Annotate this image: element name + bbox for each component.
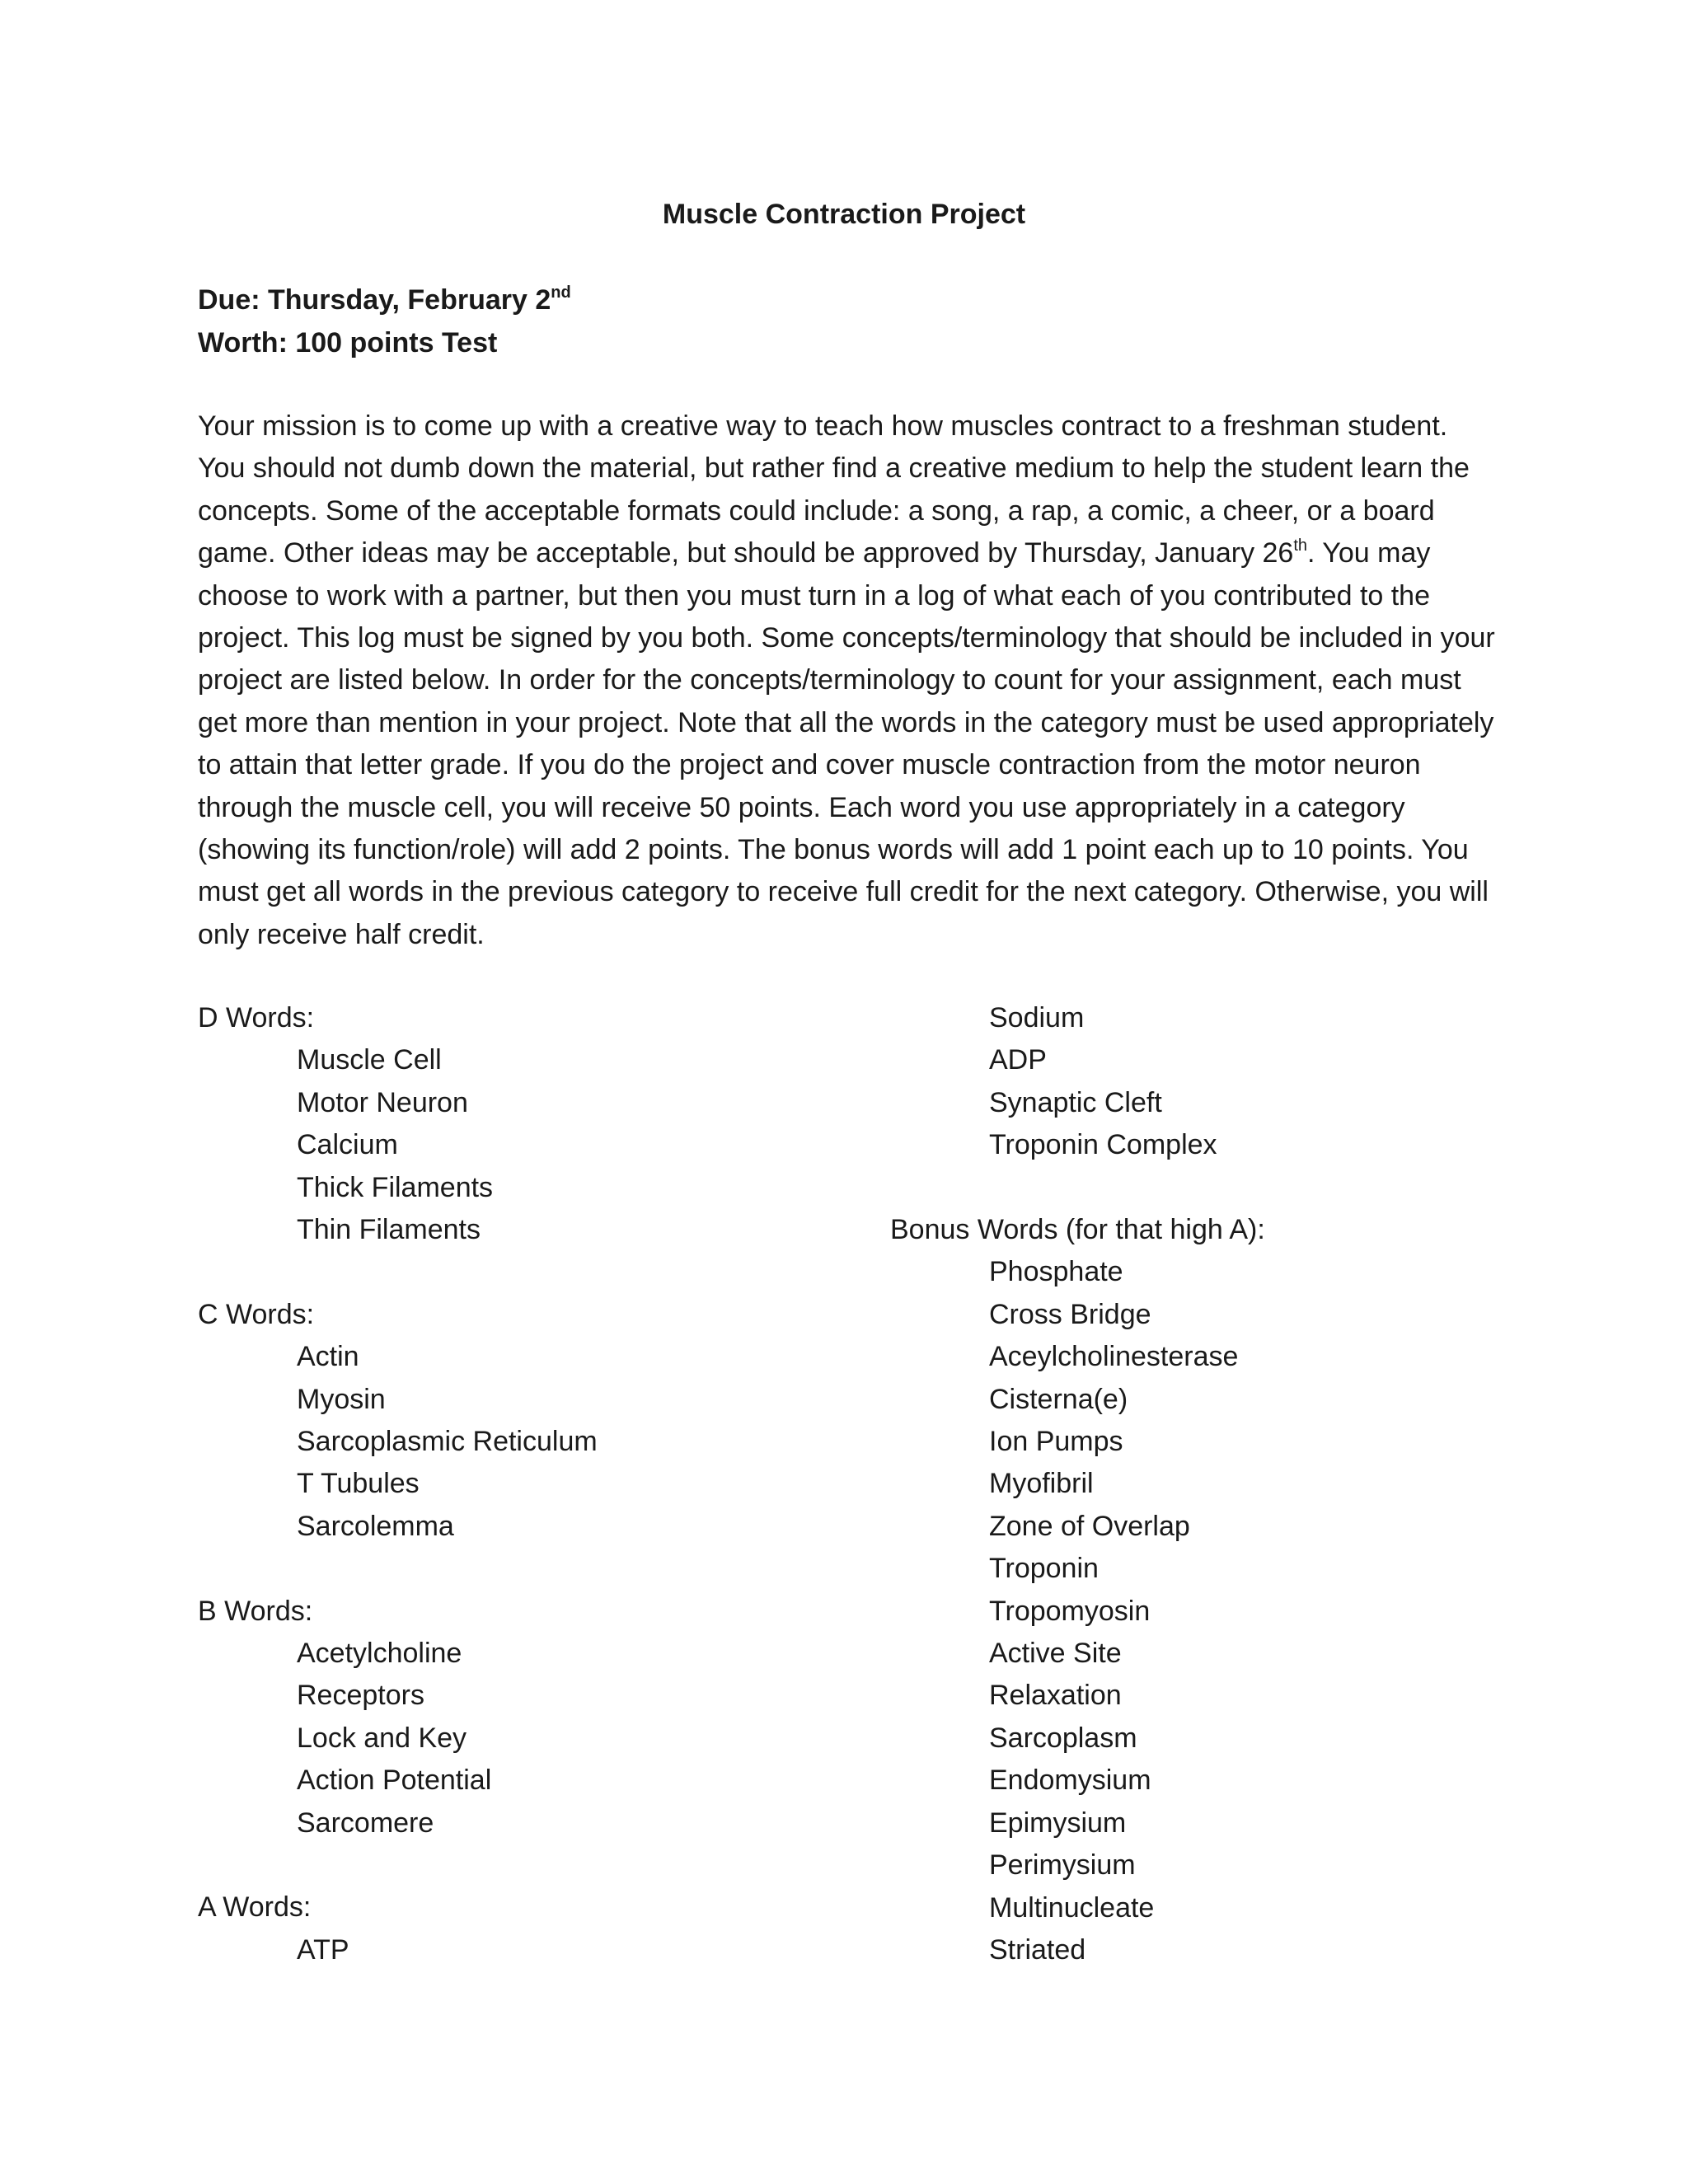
bonus-word: Endomysium (989, 1765, 1151, 1797)
bonus-word: Cross Bridge (989, 1298, 1151, 1330)
bonus-word: Troponin (989, 1553, 1099, 1585)
d-word: Thick Filaments (297, 1171, 494, 1203)
bonus-word: Myofibril (989, 1468, 1094, 1500)
bonus-word: Active Site (989, 1638, 1122, 1670)
word-list-right-column (890, 997, 1265, 1971)
bonus-word: Zone of Overlap (989, 1510, 1190, 1542)
worth-line: Worth: 100 points Test (198, 327, 498, 359)
due-date-text: Due: Thursday, February 2 (198, 284, 551, 316)
c-word: Sarcoplasmic Reticulum (297, 1426, 598, 1458)
b-word: Receptors (297, 1680, 424, 1712)
a-word: ADP (989, 1044, 1047, 1076)
instructions-date-suffix: th (1293, 537, 1308, 555)
bonus-word: Striated (989, 1933, 1086, 1966)
d-words-heading: D Words: (198, 1002, 315, 1033)
bonus-word: Perimysium (989, 1849, 1136, 1882)
due-date (198, 279, 571, 321)
c-word: T Tubules (297, 1468, 420, 1500)
a-word: Synaptic Cleft (989, 1086, 1162, 1118)
b-word: Lock and Key (297, 1722, 467, 1754)
c-word: Myosin (297, 1383, 386, 1415)
c-words-heading: C Words: (198, 1298, 315, 1330)
c-word: Actin (297, 1341, 359, 1373)
bonus-word: Ion Pumps (989, 1426, 1123, 1458)
a-words-heading: A Words: (198, 1891, 312, 1924)
bonus-word: Sarcoplasm (989, 1722, 1137, 1754)
word-list-left-column (198, 997, 598, 1971)
a-word: Troponin Complex (989, 1129, 1217, 1161)
instructions-part-1: Your mission is to come up with a creative way to teach how muscles contract to a freshman student. You should not dumb down the material, but rather find a creative medium to help the student learn the concepts. Some of the acceptable formats could include: a song, a rap, a comic, a cheer, or a board game. Other ideas may be acceptable, but should be approved by Thursday, January 26 (198, 410, 1470, 569)
d-word: Muscle Cell (297, 1044, 442, 1076)
a-word: Sodium (989, 1002, 1085, 1033)
bonus-words-heading: Bonus Words (for that high A): (890, 1214, 1265, 1246)
instructions-paragraph (198, 405, 1500, 956)
d-word: Motor Neuron (297, 1086, 468, 1118)
bonus-word: Multinucleate (989, 1891, 1155, 1924)
c-word: Sarcolemma (297, 1510, 454, 1542)
bonus-word: Relaxation (989, 1680, 1122, 1712)
page-title: Muscle Contraction Project (662, 199, 1026, 230)
bonus-word: Cisterna(e) (989, 1383, 1128, 1415)
instructions-part-2: . You may choose to work with a partner, but then you must turn in a log of what each of you contributed to the project. This log must be signed by you both. Some concepts/terminology that should be included in your project are listed below. In order for the concepts/terminology to count for your assignment, each must get more than mention in your project. Note that all the words in the category must be used appropriately to attain that letter grade. If you do the project and cover muscle contraction from the motor neuron through the muscle cell, you will receive 50 points. Each word you use appropriately in a category (showing its function/role) will add 2 points. The bonus words will add 1 point each up to 10 points. You must get all words in the previous category to receive full credit for the next category. Otherwise, you will only receive half credit. (198, 537, 1495, 950)
bonus-word: Tropomyosin (989, 1595, 1151, 1627)
a-word: ATP (297, 1933, 349, 1966)
bonus-word: Phosphate (989, 1256, 1123, 1288)
bonus-word: Aceylcholinesterase (989, 1341, 1239, 1373)
b-word: Acetylcholine (297, 1638, 462, 1670)
assignment-meta (198, 279, 571, 364)
b-words-heading: B Words: (198, 1595, 313, 1627)
b-word: Sarcomere (297, 1807, 434, 1839)
d-word: Calcium (297, 1129, 398, 1161)
b-word: Action Potential (297, 1765, 492, 1797)
due-date-suffix: nd (551, 284, 571, 302)
bonus-word: Epimysium (989, 1807, 1127, 1839)
d-word: Thin Filaments (297, 1214, 481, 1246)
